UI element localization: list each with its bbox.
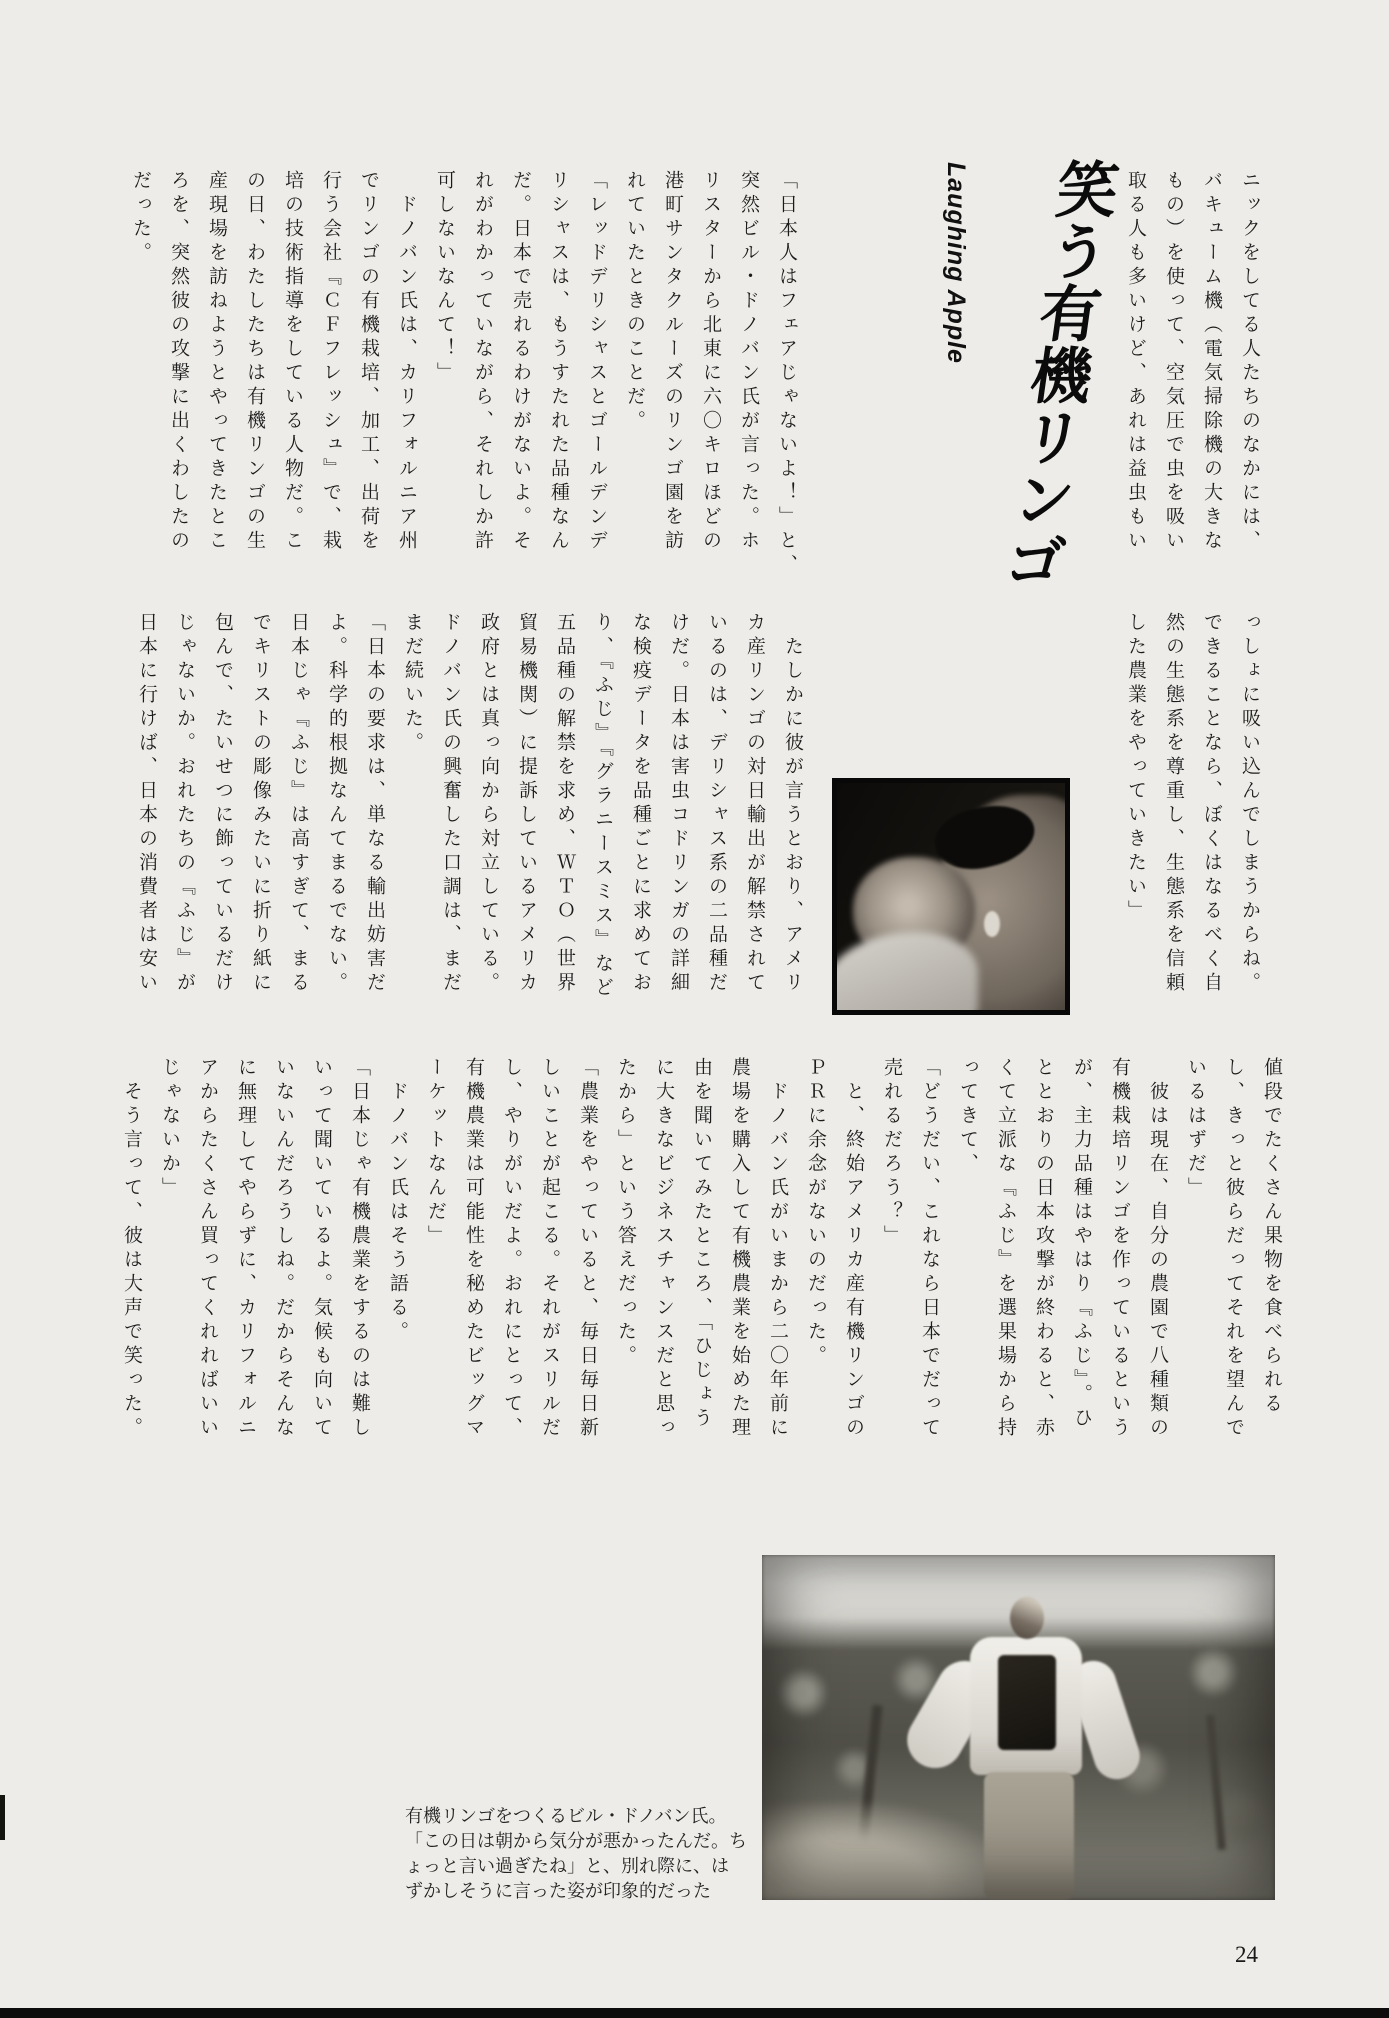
text-column: くて立派な『ふじ』を選果場から持 [995,1057,1016,1441]
text-column: 可しないなんて！」 [434,170,455,386]
text-column: 「農業をやっていると、毎日毎日新 [577,1057,598,1441]
photo-caption [405,1804,773,1904]
text-column: 「どうだい、これなら日本でだって [919,1057,940,1441]
text-column: と、終始アメリカ産有機リンゴの [843,1057,864,1441]
scan-edge-bar [0,2008,1389,2018]
text-column: 貿易機関）に提訴しているアメリカ [516,612,537,996]
text-column: し、きっと彼らだってそれを望んで [1223,1057,1244,1441]
text-column: だった。 [130,170,151,266]
caption-line: ずかしそうに言った姿が印象的だった [405,1881,711,1901]
text-column: たしかに彼が言うとおり、アメリ [782,612,803,996]
scan-artifact-speck [0,1795,5,1840]
text-column: いないんだろうしね。だからそんな [273,1057,294,1441]
text-column: 由を聞いてみたところ、「ひじょう [691,1057,712,1432]
text-column: し、やりがいだよ。おれにとって、 [501,1057,522,1441]
caption-line: ょっと言い過ぎたね」と、別れ際に、は [405,1856,729,1876]
text-column: した農業をやっていきたい」 [1125,612,1146,924]
text-column: 日本じゃ『ふじ』は高すぎて、まる [288,612,309,996]
text-column: だ。日本で売れるわけがないよ。そ [510,170,531,554]
text-column: 有機栽培リンゴを作っているという [1109,1057,1130,1441]
text-column: いるはずだ」 [1185,1057,1206,1201]
text-column: 有機農業は可能性を秘めたビッグマ [463,1057,484,1441]
article-text-band-1 [121,170,805,578]
text-column: いるのは、デリシャス系の二品種だ [706,612,727,996]
text-column: 「日本じゃ有機農業をするのは難し [349,1057,370,1441]
text-block-right-bottom [1116,612,1268,1012]
caption-line: 有機リンゴをつくるビル・ドノバン氏。 [405,1806,727,1826]
text-column: ドノバン氏は、カリフォルニア州 [396,170,417,554]
text-column: ってきて、 [957,1057,978,1177]
text-column: リスターから北東に六〇キロほどの [700,170,721,554]
text-column: 彼は現在、自分の農園で八種類の [1147,1057,1168,1441]
text-column: しいことが起こる。それがスリルだ [539,1057,560,1441]
text-column: けだ。日本は害虫コドリンガの詳細 [668,612,689,996]
article-title-vertical: 笑う有機リンゴ [992,158,1122,592]
text-column: 然の生態系を尊重し、生態系を信頼 [1163,612,1184,996]
text-column: の日、わたしたちは有機リンゴの生 [244,170,265,554]
text-column: ドノバン氏はそう語る。 [387,1057,408,1345]
text-column: できることなら、ぼくはなるべく自 [1201,612,1222,996]
article-text-band-2 [127,612,811,1012]
text-column: いって聞いているよ。気候も向いて [311,1057,332,1441]
text-column: ーケットなんだ」 [425,1057,446,1249]
text-column: もの）を使って、空気圧で虫を吸い [1163,170,1184,554]
text-column: 売れるだろう？」 [881,1057,902,1249]
text-column: 農場を購入して有機農業を始めた理 [729,1057,750,1441]
text-column: 日本に行けば、日本の消費者は安い [136,612,157,996]
text-column: が、主力品種はやはり『ふじ』。ひ [1071,1057,1092,1432]
text-column: カ産リンゴの対日輸出が解禁されて [744,612,765,996]
text-column: じゃないか」 [159,1057,180,1201]
page-number: 24 [1235,1942,1258,1967]
text-column: よ。科学的根拠なんてまるでない。 [326,612,347,996]
text-column: ととおりの日本攻撃が終わると、赤 [1033,1057,1054,1441]
article-text-band-3 [112,1057,1290,1457]
text-column: アからたくさん買ってくれればいい [197,1057,218,1441]
text-column: たから」という答えだった。 [615,1057,636,1369]
text-column: じゃないか。おれたちの『ふじ』が [174,612,195,996]
text-column: 五品種の解禁を求め、ＷＴＯ（世界 [554,612,575,996]
text-column: リシャスは、もうすたれた品種なん [548,170,569,554]
text-column: でリンゴの有機栽培、加工、出荷を [358,170,379,554]
text-column: に大きなビジネスチャンスだと思っ [653,1057,674,1441]
text-column: 「日本の要求は、単なる輸出妨害だ [364,612,385,996]
text-column: ドノバン氏がいまから二〇年前に [767,1057,788,1441]
text-column: そう言って、彼は大声で笑った。 [121,1057,142,1441]
text-column: な検疫データを品種ごとに求めてお [630,612,651,996]
text-column: 行う会社『ＣＦフレッシュ』で、栽 [320,170,341,554]
text-column: 「日本人はフェアじゃないよ！」と、 [776,170,797,578]
photo-donovan-in-orchard [762,1555,1275,1900]
text-column: ニックをしてる人たちのなかには、 [1239,170,1260,554]
text-column: 値段でたくさん果物を食べられる [1261,1057,1282,1417]
text-column: ドノバン氏の興奮した口調は、まだ [440,612,461,996]
text-column: ろを、突然彼の攻撃に出くわしたの [168,170,189,554]
photo-man-biting-apple [832,778,1070,1015]
text-column: 取る人も多いけど、あれは益虫もい [1125,170,1146,554]
photo1-apple-bite-highlight [984,911,1000,937]
text-column: 培の技術指導をしている人物だ。こ [282,170,303,554]
caption-line: 「この日は朝から気分が悪かったんだ。ち [405,1831,747,1851]
text-column: 港町サンタクルーズのリンゴ園を訪 [662,170,683,554]
text-column: まだ続いた。 [402,612,423,756]
text-column: でキリストの彫像みたいに折り紙に [250,612,271,996]
article-subtitle-english: Laughing Apple [942,162,970,364]
text-column: バキューム機（電気掃除機の大きな [1201,170,1222,554]
text-column: 産現場を訪ねようとやってきたとこ [206,170,227,554]
text-column: れがわかっていながら、それしか許 [472,170,493,554]
text-block-right-top [1116,170,1268,562]
text-column: 「レッドデリシャスとゴールデンデ [586,170,607,554]
photo1-shirt-shape [832,932,978,1015]
text-column: 突然ビル・ドノバン氏が言った。ホ [738,170,759,554]
text-column: に無理してやらずに、カリフォルニ [235,1057,256,1441]
photo2-vignette [762,1555,1275,1900]
text-column: ＰＲに余念がないのだった。 [805,1057,826,1369]
text-column: り、『ふじ』『グラニースミス』など [592,612,613,1001]
text-column: 包んで、たいせつに飾っているだけ [212,612,233,996]
text-column: っしょに吸い込んでしまうからね。 [1239,612,1260,996]
text-column: 政府とは真っ向から対立している。 [478,612,499,996]
text-column: れていたときのことだ。 [624,170,645,434]
